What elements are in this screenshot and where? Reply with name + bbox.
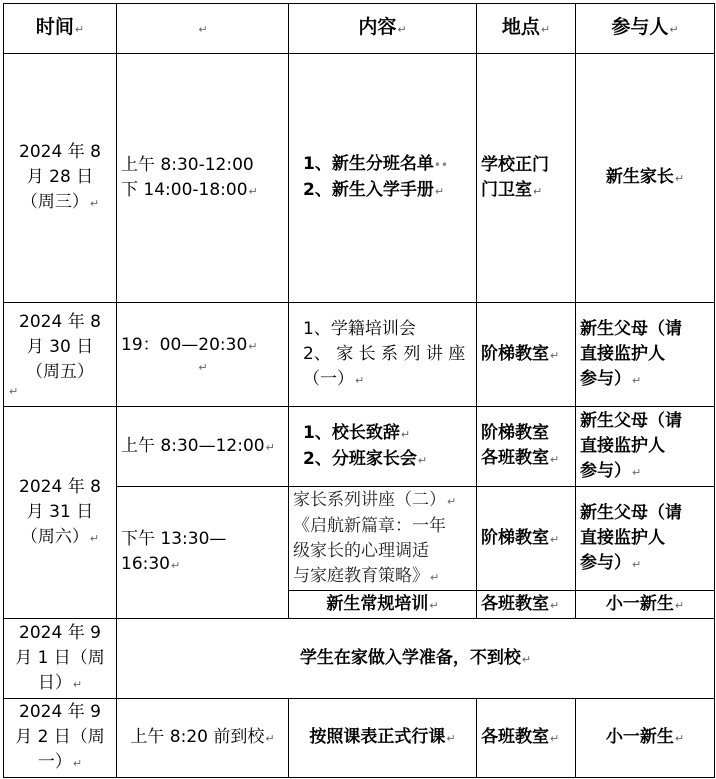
date-cell: 2024 年 8 月 28 日 （周三）↵ [4,54,117,303]
location-cell: 阶梯教室↵ [477,303,576,407]
time-cell: 上午 8:20 前到校↵ [117,699,289,778]
time-cell: 19：00—20:30↵ ↵ [117,303,289,407]
location-cell: 学校正门 门卫室↵ [477,54,576,303]
content-cell: 1、新生分班名单•• 2、新生入学手册↵ [289,54,477,303]
table-row [4,303,715,407]
header-slot: ↵ [117,4,289,54]
content-cell: 1、学籍培训会 2、 家 长 系 列 讲 座 （一）↵ [289,303,477,407]
date-cell: 2024 年 8 月 31 日 （周六）↵ [4,407,117,619]
table-row [4,407,715,487]
time-cell: 上午 8:30-12:00 下 14:00-18:00↵ [117,54,289,303]
schedule-table [3,3,715,778]
header-participants: 参与人↵ [576,4,715,54]
header-content: 内容↵ [289,4,477,54]
content-cell: 按照课表正式行课↵ [289,699,477,778]
table-row [4,699,715,778]
participants-cell: 新生父母（请 直接监护人 参与）↵ [576,303,715,407]
participants-cell: 新生父母（请 直接监护人 参与）↵ [576,407,715,487]
location-cell: 各班教室↵ [477,591,576,619]
date-cell: 2024 年 9 月 1 日（周 日）↵ [4,619,117,699]
participants-cell: 小一新生↵ [576,699,715,778]
date-cell: 2024 年 8 月 30 日 （周五） ↵ [4,303,117,407]
table-row [4,54,715,303]
note-cell: 学生在家做入学准备，不到校↵ [117,619,715,699]
content-cell: 家长系列讲座（二）↵ 《启航新篇章：一年 级家长的心理调适 与家庭教育策略》↵ [289,487,477,591]
participants-cell: 小一新生↵ [576,591,715,619]
content-cell: 新生常规培训↵ [289,591,477,619]
participants-cell: 新生家长↵ [576,54,715,303]
header-row [4,4,715,54]
date-cell: 2024 年 9 月 2 日（周 一）↵ [4,699,117,778]
time-cell: 下午 13:30— 16:30↵ [117,487,289,619]
location-cell: 阶梯教室 各班教室↵ [477,407,576,487]
time-cell: 上午 8:30—12:00↵ [117,407,289,487]
location-cell: 阶梯教室↵ [477,487,576,591]
table-row [4,619,715,699]
location-cell: 各班教室↵ [477,699,576,778]
participants-cell: 新生父母（请 直接监护人 参与）↵ [576,487,715,591]
header-location: 地点↵ [477,4,576,54]
header-time: 时间↵ [4,4,117,54]
content-cell: 1、校长致辞↵ 2、分班家长会↵ [289,407,477,487]
